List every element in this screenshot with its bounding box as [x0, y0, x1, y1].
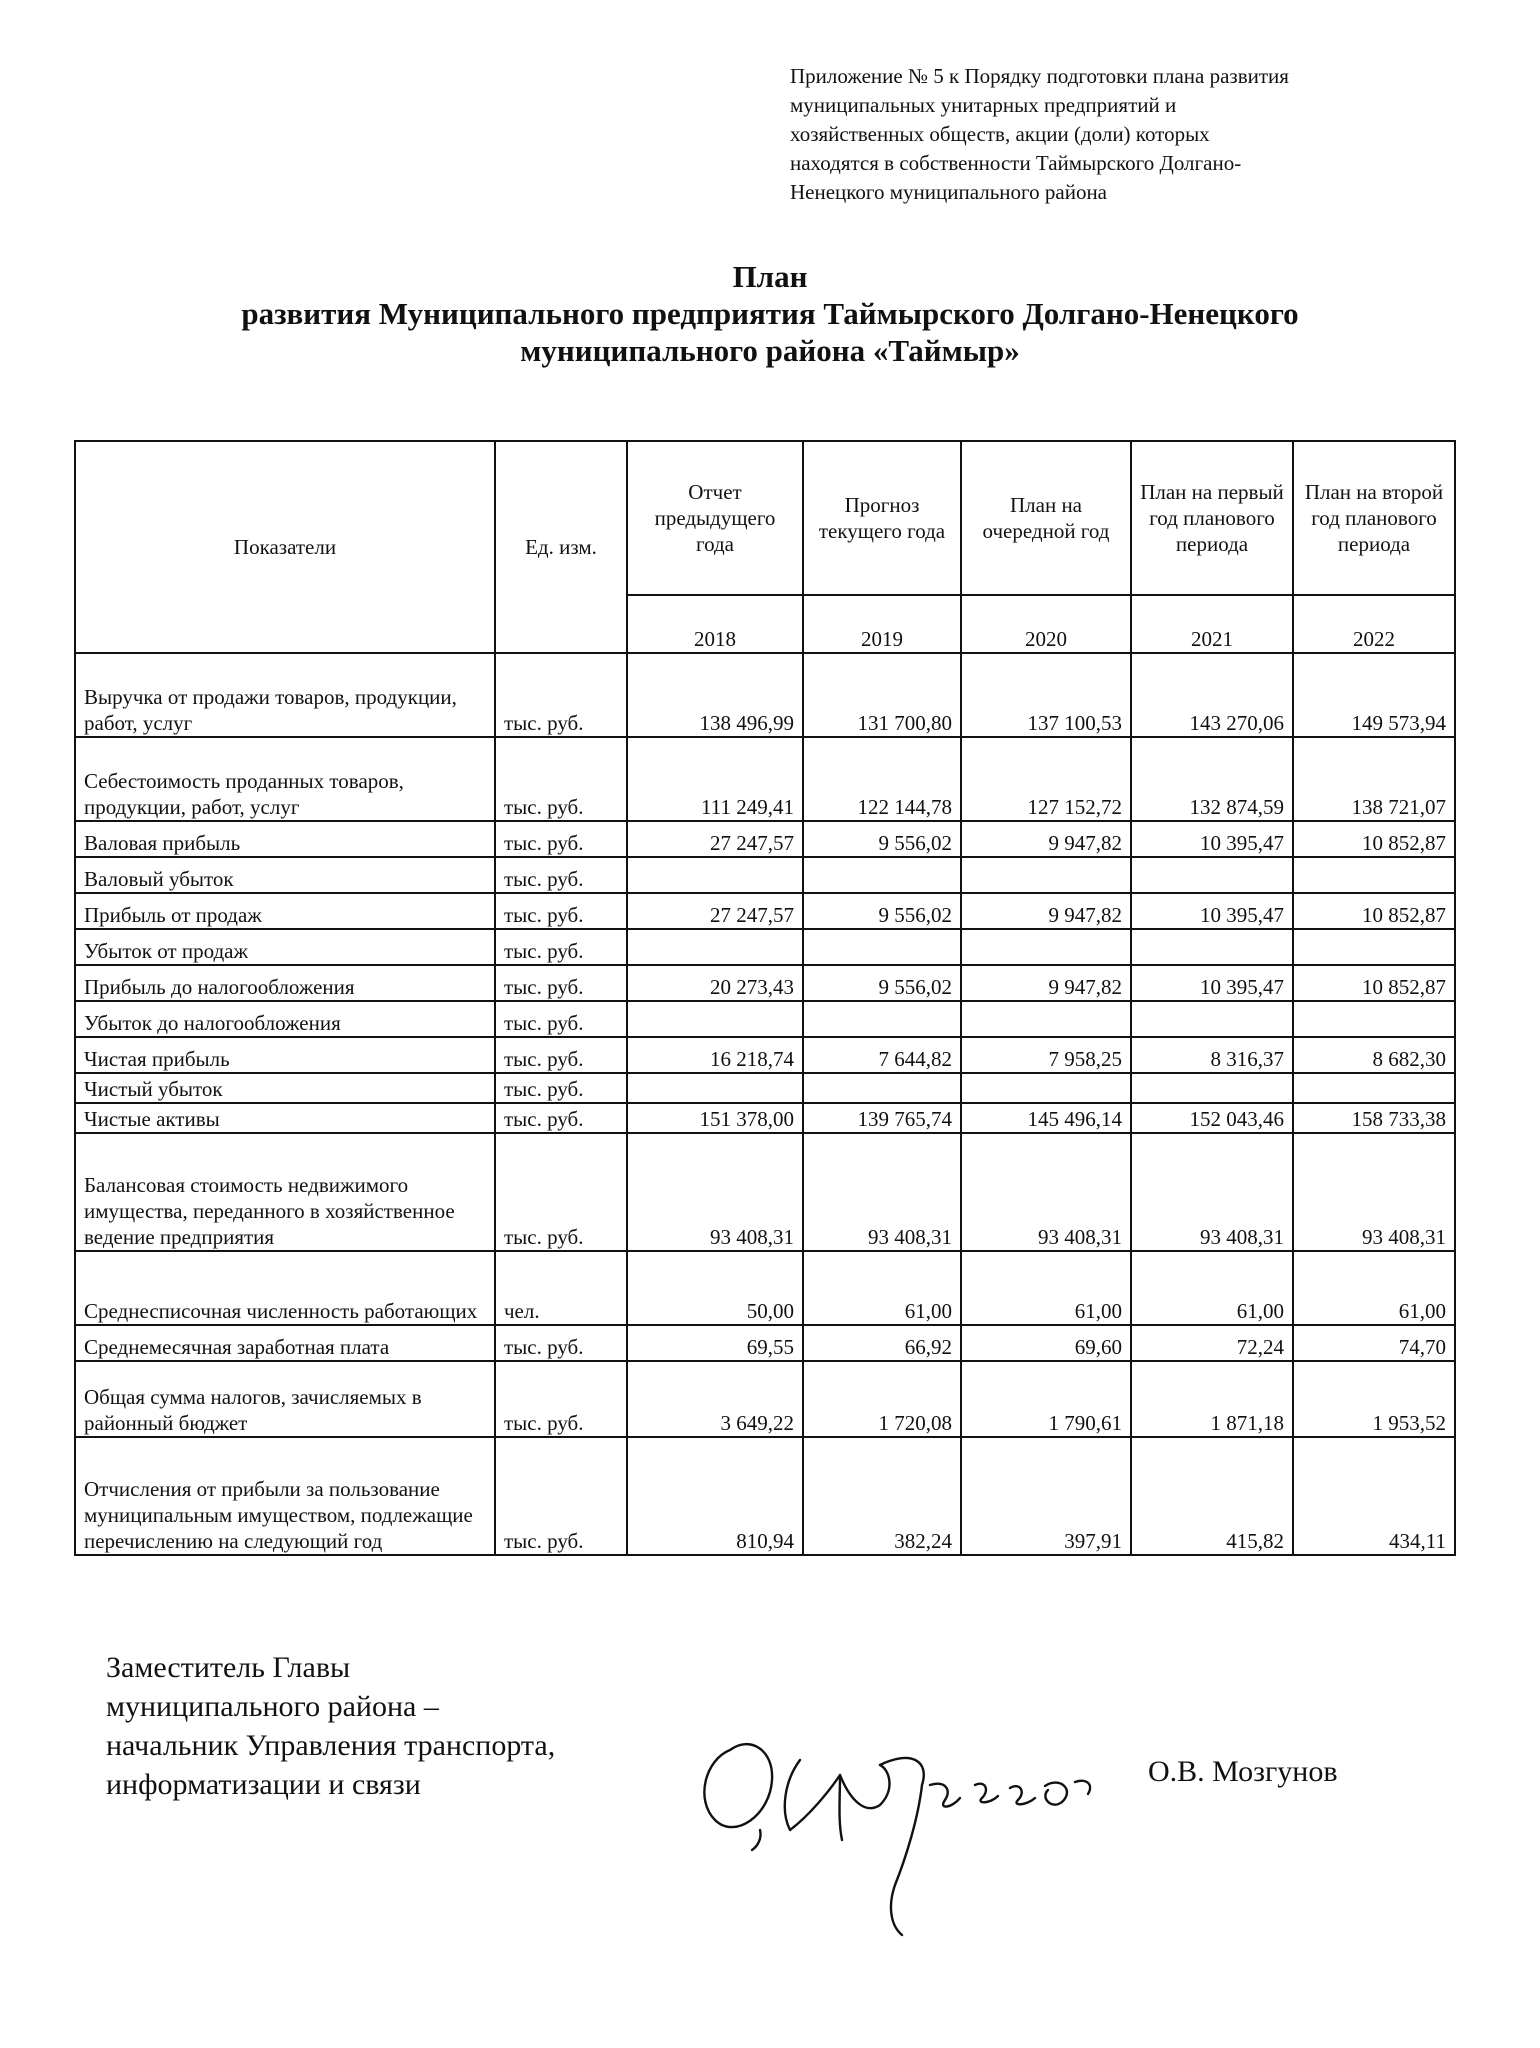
value-cell — [1293, 929, 1455, 965]
value-cell: 61,00 — [1131, 1251, 1293, 1325]
value-cell — [627, 1073, 803, 1103]
value-cell: 127 152,72 — [961, 737, 1131, 821]
table-row — [75, 893, 1455, 929]
unit-cell: чел. — [495, 1251, 627, 1325]
title-line: развития Муниципального предприятия Таймырского Долгано-Ненецкого — [241, 296, 1299, 331]
value-cell: 810,94 — [627, 1437, 803, 1555]
table-row — [75, 1133, 1455, 1251]
value-cell: 382,24 — [803, 1437, 961, 1555]
header-year: 2022 — [1293, 595, 1455, 653]
header-period: План на второй год планового периода — [1293, 441, 1455, 595]
value-cell: 93 408,31 — [627, 1133, 803, 1251]
table-row — [75, 857, 1455, 893]
header-year: 2018 — [627, 595, 803, 653]
value-cell: 9 947,82 — [961, 893, 1131, 929]
table-row — [75, 1001, 1455, 1037]
value-cell: 145 496,14 — [961, 1103, 1131, 1133]
unit-cell: тыс. руб. — [495, 965, 627, 1001]
value-cell: 93 408,31 — [961, 1133, 1131, 1251]
table-row — [75, 1251, 1455, 1325]
header-period: Отчет предыдущего года — [627, 441, 803, 595]
annex-note — [790, 62, 1430, 207]
unit-cell: тыс. руб. — [495, 1437, 627, 1555]
indicator-name: Чистая прибыль — [75, 1037, 495, 1073]
unit-cell: тыс. руб. — [495, 1325, 627, 1361]
annex-line: находятся в собственности Таймырского Долгано- — [790, 151, 1242, 175]
value-cell — [1131, 1001, 1293, 1037]
value-cell: 10 395,47 — [1131, 965, 1293, 1001]
indicator-name: Убыток до налогообложения — [75, 1001, 495, 1037]
table-row — [75, 1325, 1455, 1361]
value-cell: 1 871,18 — [1131, 1361, 1293, 1437]
unit-cell: тыс. руб. — [495, 893, 627, 929]
unit-cell: тыс. руб. — [495, 1133, 627, 1251]
unit-cell: тыс. руб. — [495, 1037, 627, 1073]
header-unit: Ед. изм. — [495, 441, 627, 653]
unit-cell: тыс. руб. — [495, 821, 627, 857]
table-row — [75, 965, 1455, 1001]
value-cell: 143 270,06 — [1131, 653, 1293, 737]
value-cell — [961, 857, 1131, 893]
value-cell: 152 043,46 — [1131, 1103, 1293, 1133]
value-cell: 10 395,47 — [1131, 893, 1293, 929]
unit-cell: тыс. руб. — [495, 1001, 627, 1037]
value-cell — [803, 929, 961, 965]
header-indicator: Показатели — [75, 441, 495, 653]
value-cell: 9 947,82 — [961, 821, 1131, 857]
value-cell: 137 100,53 — [961, 653, 1131, 737]
header-period: План на первый год планового периода — [1131, 441, 1293, 595]
value-cell: 69,55 — [627, 1325, 803, 1361]
value-cell: 10 395,47 — [1131, 821, 1293, 857]
unit-cell: тыс. руб. — [495, 929, 627, 965]
value-cell: 7 958,25 — [961, 1037, 1131, 1073]
value-cell — [803, 857, 961, 893]
signatory-name: О.В. Мозгунов — [1148, 1755, 1338, 1788]
indicator-name: Валовая прибыль — [75, 821, 495, 857]
value-cell: 8 316,37 — [1131, 1037, 1293, 1073]
value-cell: 9 947,82 — [961, 965, 1131, 1001]
value-cell: 1 790,61 — [961, 1361, 1131, 1437]
indicator-name: Отчисления от прибыли за пользование муниципальным имуществом, подлежащие перечислению на следующий год — [75, 1437, 495, 1555]
value-cell: 10 852,87 — [1293, 821, 1455, 857]
table-row — [75, 1103, 1455, 1133]
title-line: План — [732, 259, 808, 294]
value-cell — [961, 1073, 1131, 1103]
header-period: План на очередной год — [961, 441, 1131, 595]
annex-line: Приложение № 5 к Порядку подготовки плана развития — [790, 64, 1289, 88]
header-year: 2021 — [1131, 595, 1293, 653]
table-row — [75, 1361, 1455, 1437]
position-line: Заместитель Главы — [106, 1651, 351, 1684]
indicator-name: Балансовая стоимость недвижимого имущества, переданного в хозяйственное ведение предприятия — [75, 1133, 495, 1251]
indicator-name: Прибыль от продаж — [75, 893, 495, 929]
value-cell: 27 247,57 — [627, 893, 803, 929]
table-row — [75, 929, 1455, 965]
indicator-name: Чистые активы — [75, 1103, 495, 1133]
title-line: муниципального района «Таймыр» — [520, 333, 1020, 368]
table-row — [75, 1073, 1455, 1103]
handwritten-signature-icon — [690, 1690, 1110, 1950]
indicator-name: Себестоимость проданных товаров, продукции, работ, услуг — [75, 737, 495, 821]
position-line: начальник Управления транспорта, — [106, 1729, 556, 1762]
value-cell: 61,00 — [1293, 1251, 1455, 1325]
value-cell: 10 852,87 — [1293, 965, 1455, 1001]
value-cell — [1293, 1001, 1455, 1037]
value-cell: 61,00 — [961, 1251, 1131, 1325]
value-cell: 72,24 — [1131, 1325, 1293, 1361]
unit-cell: тыс. руб. — [495, 857, 627, 893]
indicator-name: Общая сумма налогов, зачисляемых в районный бюджет — [75, 1361, 495, 1437]
table-row — [75, 821, 1455, 857]
table-row — [75, 737, 1455, 821]
indicator-name: Прибыль до налогообложения — [75, 965, 495, 1001]
position-line: информатизации и связи — [106, 1768, 421, 1801]
unit-cell: тыс. руб. — [495, 1073, 627, 1103]
indicator-name: Среднесписочная численность работающих — [75, 1251, 495, 1325]
value-cell: 74,70 — [1293, 1325, 1455, 1361]
value-cell: 27 247,57 — [627, 821, 803, 857]
unit-cell: тыс. руб. — [495, 1103, 627, 1133]
value-cell — [803, 1073, 961, 1103]
value-cell: 111 249,41 — [627, 737, 803, 821]
value-cell — [803, 1001, 961, 1037]
value-cell: 434,11 — [1293, 1437, 1455, 1555]
value-cell: 69,60 — [961, 1325, 1131, 1361]
value-cell: 8 682,30 — [1293, 1037, 1455, 1073]
value-cell: 7 644,82 — [803, 1037, 961, 1073]
value-cell — [627, 929, 803, 965]
value-cell: 139 765,74 — [803, 1103, 961, 1133]
value-cell: 9 556,02 — [803, 965, 961, 1001]
value-cell: 66,92 — [803, 1325, 961, 1361]
value-cell — [1131, 929, 1293, 965]
value-cell: 50,00 — [627, 1251, 803, 1325]
value-cell — [1131, 857, 1293, 893]
value-cell: 415,82 — [1131, 1437, 1293, 1555]
value-cell: 122 144,78 — [803, 737, 961, 821]
value-cell: 10 852,87 — [1293, 893, 1455, 929]
indicator-name: Чистый убыток — [75, 1073, 495, 1103]
indicator-name: Среднемесячная заработная плата — [75, 1325, 495, 1361]
value-cell — [1131, 1073, 1293, 1103]
unit-cell: тыс. руб. — [495, 653, 627, 737]
value-cell: 9 556,02 — [803, 821, 961, 857]
value-cell: 138 721,07 — [1293, 737, 1455, 821]
value-cell: 3 649,22 — [627, 1361, 803, 1437]
signatory-position — [106, 1648, 555, 1804]
value-cell: 9 556,02 — [803, 893, 961, 929]
value-cell: 16 218,74 — [627, 1037, 803, 1073]
value-cell: 132 874,59 — [1131, 737, 1293, 821]
header-year: 2020 — [961, 595, 1131, 653]
header-period: Прогноз текущего года — [803, 441, 961, 595]
value-cell: 93 408,31 — [1131, 1133, 1293, 1251]
unit-cell: тыс. руб. — [495, 737, 627, 821]
unit-cell: тыс. руб. — [495, 1361, 627, 1437]
annex-line: муниципальных унитарных предприятий и — [790, 93, 1177, 117]
value-cell: 131 700,80 — [803, 653, 961, 737]
table-row — [75, 1437, 1455, 1555]
value-cell: 151 378,00 — [627, 1103, 803, 1133]
table-row — [75, 653, 1455, 737]
value-cell: 397,91 — [961, 1437, 1131, 1555]
indicator-name: Валовый убыток — [75, 857, 495, 893]
value-cell — [961, 1001, 1131, 1037]
value-cell — [1293, 857, 1455, 893]
value-cell: 158 733,38 — [1293, 1103, 1455, 1133]
value-cell — [961, 929, 1131, 965]
plan-table — [74, 440, 1456, 1556]
indicator-name: Выручка от продажи товаров, продукции, работ, услуг — [75, 653, 495, 737]
position-line: муниципального района – — [106, 1690, 439, 1723]
annex-line: хозяйственных обществ, акции (доли) которых — [790, 122, 1210, 146]
value-cell: 20 273,43 — [627, 965, 803, 1001]
value-cell — [1293, 1073, 1455, 1103]
value-cell — [627, 1001, 803, 1037]
document-title — [0, 258, 1540, 369]
annex-line: Ненецкого муниципального района — [790, 180, 1107, 204]
header-year: 2019 — [803, 595, 961, 653]
table-row — [75, 1037, 1455, 1073]
value-cell: 61,00 — [803, 1251, 961, 1325]
value-cell: 93 408,31 — [803, 1133, 961, 1251]
value-cell: 1 953,52 — [1293, 1361, 1455, 1437]
indicator-name: Убыток от продаж — [75, 929, 495, 965]
value-cell: 93 408,31 — [1293, 1133, 1455, 1251]
value-cell — [627, 857, 803, 893]
value-cell: 1 720,08 — [803, 1361, 961, 1437]
value-cell: 138 496,99 — [627, 653, 803, 737]
value-cell: 149 573,94 — [1293, 653, 1455, 737]
